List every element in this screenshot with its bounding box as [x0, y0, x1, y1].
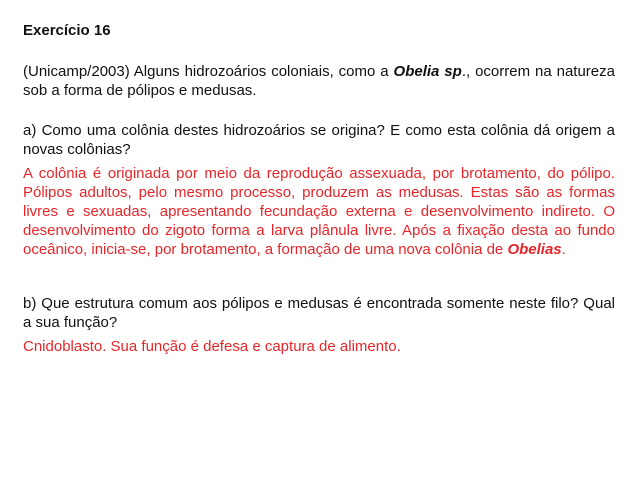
answer-a-emphasis: Obelias: [507, 241, 562, 258]
answer-b: Cnidoblasto. Sua função é defesa e captura de alimento.: [23, 338, 401, 355]
answer-a: [23, 164, 615, 259]
question-b: b) Que estrutura comum aos pólipos e medusas é encontrada somente neste filo? Qual a sua função?: [23, 295, 615, 331]
exercise-title: Exercício 16: [23, 22, 111, 39]
exercise-intro: [23, 62, 615, 100]
question-a: a) Como uma colônia destes hidrozoários se origina? E como esta colônia dá origem a novas colônias?: [23, 122, 615, 158]
intro-text-after: ., ocorrem na natureza sob a forma de pólipos e medusas.: [23, 63, 615, 99]
species-name: Obelia sp: [393, 63, 462, 80]
answer-a-text: A colônia é originada por meio da reprodução assexuada, por brotamento, do pólipo. Pólipos adultos, pelo mesmo processo, produzem as medusas. Estas são as formas livres e sexuadas, apresentando fecundação externa e desenvolvimento indireto. O desenvolvimento do zigoto forma a larva plânula livre. Após a fixação desta ao fundo oceânico, inicia-se, por brotamento, a formação de uma nova colônia de: [23, 165, 615, 258]
intro-text-before: (Unicamp/2003) Alguns hidrozoários coloniais, como a: [23, 63, 394, 80]
answer-a-end: .: [561, 241, 566, 258]
